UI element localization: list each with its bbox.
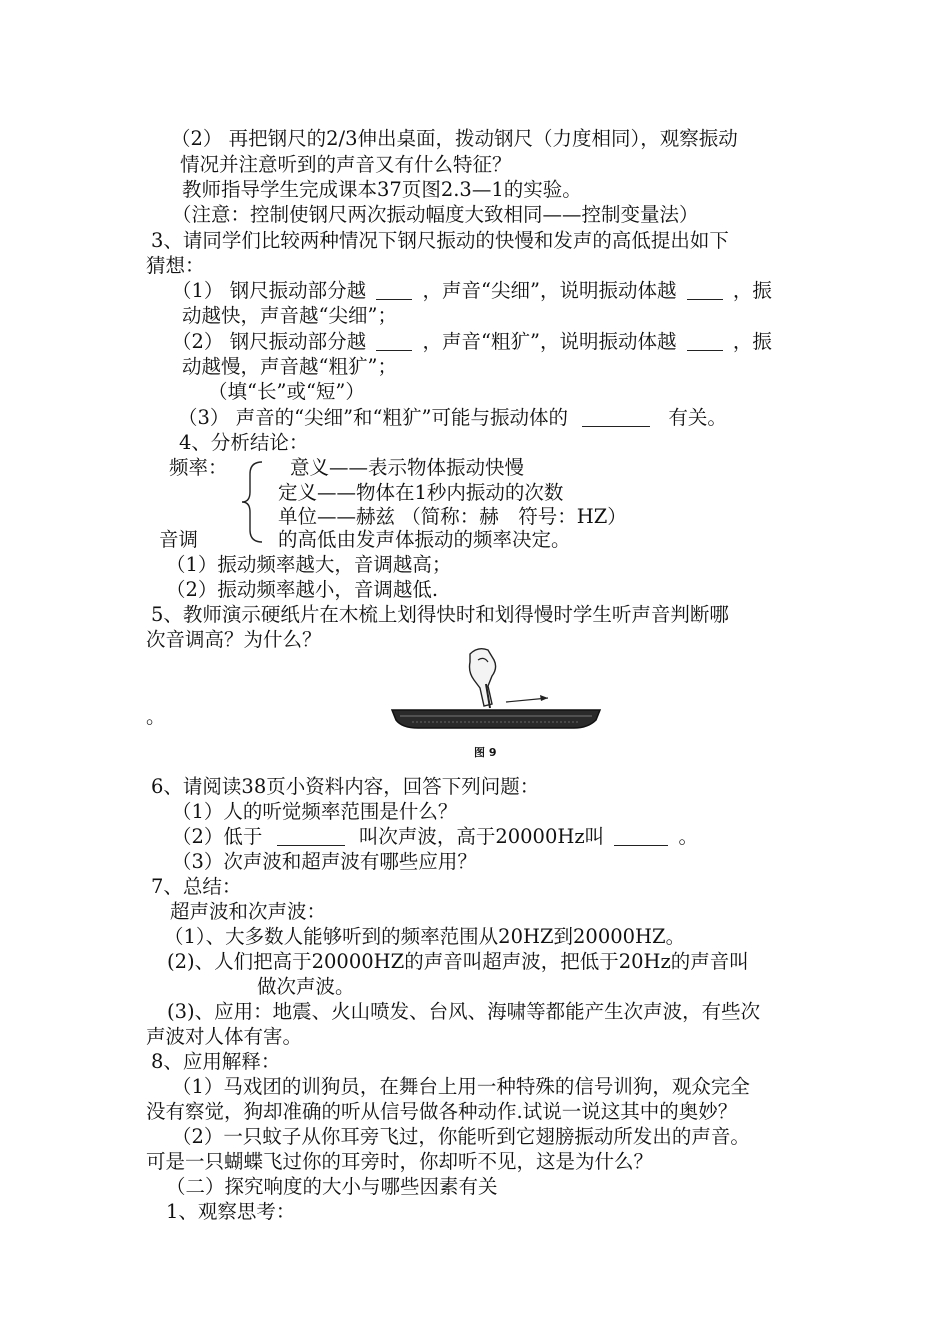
text-line: （注意：控制使钢尺两次振动幅度大致相同——控制变量法） [172,203,699,226]
text-line: 的高低由发声体振动的频率决定。 [278,528,571,551]
fill-blank [614,827,668,846]
text-span: 。 [678,825,699,848]
text-line: 没有察觉，狗却准确的听从信号做各种动作.试说一说这其中的奥妙？ [146,1100,738,1123]
text-span: （2）低于 [172,825,263,848]
section-heading: （二）探究响度的大小与哪些因素有关 [166,1175,498,1198]
text-line: 4、分析结论： [179,431,309,454]
text-line: 5、教师演示硬纸片在木梳上划得快时和划得慢时学生听声音判断哪 [151,603,729,626]
text-line: 。 [146,705,166,728]
text-span: 有关。 [668,406,727,429]
text-line: 7、总结： [151,875,242,898]
text-line: 单位——赫兹 （简称：赫 符号：HZ） [278,505,627,528]
text-line: 3、请同学们比较两种情况下钢尺振动的快慢和发声的高低提出如下 [151,229,729,252]
text-line: 教师指导学生完成课本37页图2.3—1的实验。 [182,178,582,201]
text-line: 动越慢，声音越“粗犷”； [182,355,397,378]
text-line: 情况并注意听到的声音又有什么特征？ [180,153,512,176]
text-line: 做次声波。 [257,975,355,998]
fill-blank [277,827,345,846]
text-line: 意义——表示物体振动快慢 [290,456,525,479]
left-brace-icon [240,456,280,548]
text-span: ，声音“粗犷”，说明振动体越 [422,330,677,353]
text-span: （3） 声音的“尖细”和“粗犷”可能与振动体的 [178,406,568,429]
fill-blank [376,281,412,300]
text-line: 定义——物体在1秒内振动的次数 [278,481,564,504]
guess-1-line [172,279,772,303]
infrasound-question-line [172,825,698,849]
text-span: （1） 钢尺振动部分越 [172,279,367,302]
text-span: 叫次声波，高于20000Hz叫 [358,825,605,848]
text-line: (2)、人们把高于20000HZ的声音叫超声波，把低于20Hz的声音叫 [167,950,749,973]
fill-blank [687,332,723,351]
text-line: 声波对人体有害。 [146,1025,303,1048]
text-line: （2）振动频率越小，音调越低. [166,578,439,601]
text-line: （2） 再把钢尺的2/3伸出桌面，拨动钢尺（力度相同），观察振动 [171,127,738,150]
text-line: 超声波和次声波： [170,900,327,923]
figure-caption: 图 9 [474,746,497,759]
text-line: 频率： [169,456,228,479]
guess-3-line [178,406,727,430]
text-line: 6、请阅读38页小资料内容，回答下列问题： [151,775,540,798]
text-line: 1、观察思考： [166,1200,296,1223]
text-span: ，振 [732,279,772,302]
text-line: （3）次声波和超声波有哪些应用？ [172,850,477,873]
text-line: （2）一只蚊子从你耳旁飞过，你能听到它翅膀振动所发出的声音。 [172,1125,750,1148]
fill-blank [687,281,723,300]
text-line: 可是一只蝴蝶飞过你的耳旁时，你却听不见，这是为什么？ [146,1150,654,1173]
text-line: 动越快，声音越“尖细”； [182,304,397,327]
guess-2-line [172,330,772,354]
text-line: 8、应用解释： [151,1050,281,1073]
comb-figure [388,646,604,764]
comb-illustration [388,646,604,746]
text-span: ，声音“尖细”，说明振动体越 [422,279,677,302]
text-line: （1）振动频率越大，音调越高； [166,553,452,576]
text-line: 猜想： [146,254,205,277]
text-line: （1）马戏团的训狗员，在舞台上用一种特殊的信号训狗，观众完全 [172,1075,750,1098]
text-line: 次音调高？为什么？ [146,628,322,651]
text-span: （2） 钢尺振动部分越 [172,330,367,353]
text-span: ，振 [732,330,772,353]
text-line: （1）、大多数人能够听到的频率范围从20HZ到20000HZ。 [164,925,686,948]
text-line: （1）人的听觉频率范围是什么？ [172,800,458,823]
text-line: （填“长”或“短”） [208,380,365,403]
text-line: 音调 [159,528,199,551]
fill-blank [582,408,650,427]
fill-blank [376,332,412,351]
text-line: (3)、应用：地震、火山喷发、台风、海啸等都能产生次声波，有些次 [167,1000,761,1023]
